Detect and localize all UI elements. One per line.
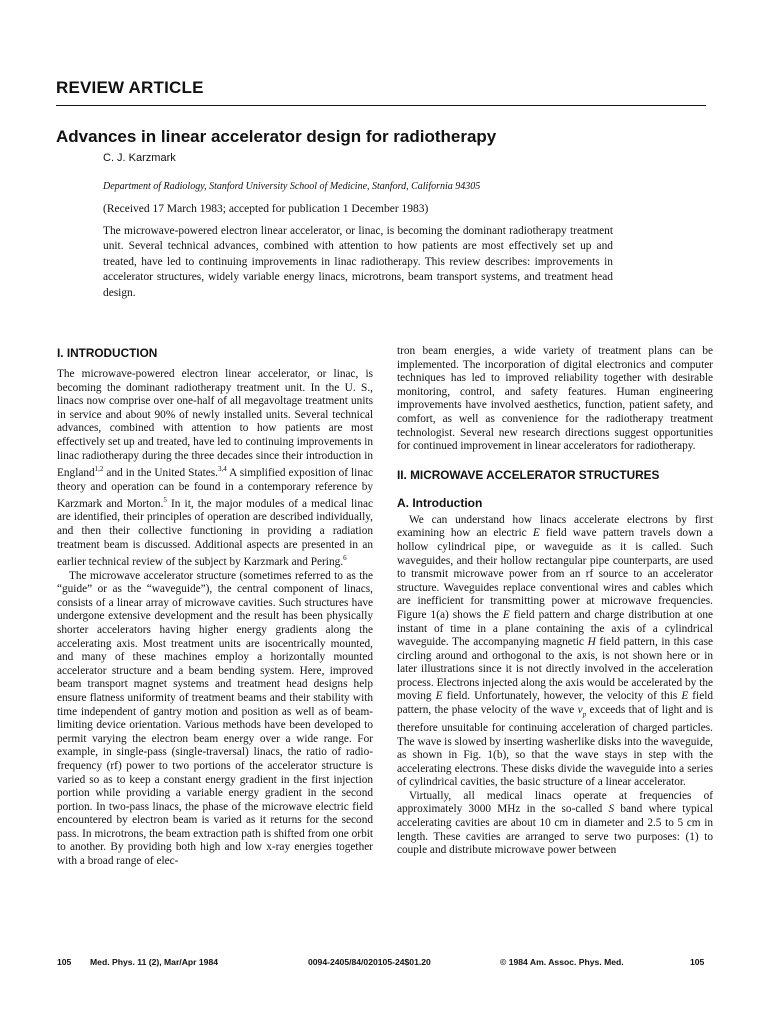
footer-journal: Med. Phys. 11 (2), Mar/Apr 1984 [90,957,219,967]
subsection-heading-introduction: A. Introduction [397,495,483,510]
footer-page-left: 105 [57,957,72,967]
section-label: REVIEW ARTICLE [56,78,204,97]
section-heading-introduction: I. INTRODUCTION [57,346,158,360]
microwave-paragraph-2: Virtually, all medical linacs operate at frequencies of approximately 3000 MHz in the so-called S band where typical accelerating cavities are about 10 cm in diameter and 2.5 to 5 cm in length. These cavities are arranged to serve two purposes: (1) to couple and distribute microwave power between [397,789,713,857]
received-dates: (Received 17 March 1983; accepted for publication 1 December 1983) [103,203,429,215]
intro-paragraph-continued: tron beam energies, a wide variety of treatment plans can be implemented. The incorporation of digital electronics and computer techniques has led to improved reliability together with desirable monitoring, control, and safety features. Human engineering improvements have involved aesthetics, function, patient safety, and comfort, as well as convenience for the radiotherapy treatment technologist. Several new research directions suggest opportunities for continued improvement in linear accelerators for radiotherapy. [397,345,713,453]
author: C. J. Karzmark [103,152,176,164]
abstract: The microwave-powered electron linear accelerator, or linac, is becoming the dominant radiotherapy treatment unit. Several technical advances, combined with attention to how patients are most effectively set up and treated, have led to continuing improvements in linac radiotherapy. This review describes: improvements in accelerator structures, widely variable energy linacs, microtrons, beam transport systems, and treatment head design. [103,225,613,299]
intro-paragraph-1: The microwave-powered electron linear accelerator, or linac, is becoming the dominant radiotherapy treatment unit. In the U. S., linacs now comprise over one-half of all megavoltage treatment units in service and about 90% of newly installed units. Several technical advances, combined with attention to how patients are most effectively set up and treated, have led to continuing improvements in linac radiotherapy during the three decades since their introduction in England$^{1,2}$ and in the United States.$^{3,4}$ A simplified exposition of linac theory and operation can be found in a contemporary reference by Karzmark and Morton.$^5$ In it, the major modules of a medical linac are identified, their principles of operation are described individually, and then their collective functioning in providing a radiation treatment beam is discussed. Additional aspects are presented in an earlier technical review of the subject by Karzmark and Pering.$^6$ [57,368,374,569]
right-column [397,345,713,858]
footer-page-right: 105 [690,957,705,967]
article-title: Advances in linear accelerator design for radiotherapy [56,127,497,146]
intro-paragraph-2: The microwave accelerator structure (sometimes referred to as the “guide” or as the “waveguide”), the central component of linacs, consists of a linear array of microwave cavities. Such structures have undergone extensive development and the result has been physically shorter accelerators having higher energy gradients along the accelerating axis. Most treatment units are isocentrically mounted, and many of these machines employ a horizontally mounted accelerator structure and a beam bending system. Here, improved beam transport magnet systems and treatment head designs help ensure flatness uniformity of treatment beams and their stability with time independent of gantry motion and position as well as of beam-limiting device orientation. Various methods have been developed to permit varying the electron beam energy over a wide range. For example, in single-pass (single-traversal) linacs, the ratio of radio-frequency (rf) power to two portions of the accelerator structure is varied so as to keep a constant energy gradient in the first injection portion while providing a variable energy gradient in the second portion. In two-pass linacs, the phase of the microwave electric field encountered by electron beam is varied as it returns for the second pass. In microtrons, the beam extraction path is shifted from one orbit to another. By providing both high and low x-ray energies together with a broad range of elec- [57,569,373,868]
section-heading-microwave: II. MICROWAVE ACCELERATOR STRUCTURES [397,467,660,482]
footer-code: 0094-2405/84/020105-24$01.20 [308,957,431,967]
header-rule [56,105,706,106]
left-column [57,345,373,869]
footer-copyright: © 1984 Am. Assoc. Phys. Med. [500,957,624,967]
affiliation: Department of Radiology, Stanford University School of Medicine, Stanford, California 94305 [103,181,481,192]
microwave-paragraph-1: We can understand how linacs accelerate electrons by first examining how an electric E field wave pattern travels down a hollow cylindrical pipe, or waveguide as it is called. Such waveguides, and their hollow rectangular pipe counterparts, are used to transmit microwave power from an rf source to an accelerator structure. Waveguides replace conventional wires and cables which are inefficient for transmitting power at microwave frequencies. Figure 1(a) shows the E field pattern and charge distribution at one instant of time in a plane containing the axis of a cylindrical waveguide. The accompanying magnetic H field pattern, in this case circling around and orthogonal to the axis, is not shown here or in later illustrations since it is not directly involved in the acceleration process. Electrons injected along the axis would be accelerated by the moving E field. Unfortunately, however, the velocity of this E field pattern, the phase velocity of the wave $v_p$ exceeds that of light and is therefore unsuitable for continuing acceleration of charged particles. The wave is slowed by inserting washerlike disks into the waveguide, as shown in Fig. 1(b), so that the wave stays in step with the accelerating electrons. These disks divide the waveguide into a series of cylindrical cavities, the basic structure of a linear accelerator. [397,513,714,789]
